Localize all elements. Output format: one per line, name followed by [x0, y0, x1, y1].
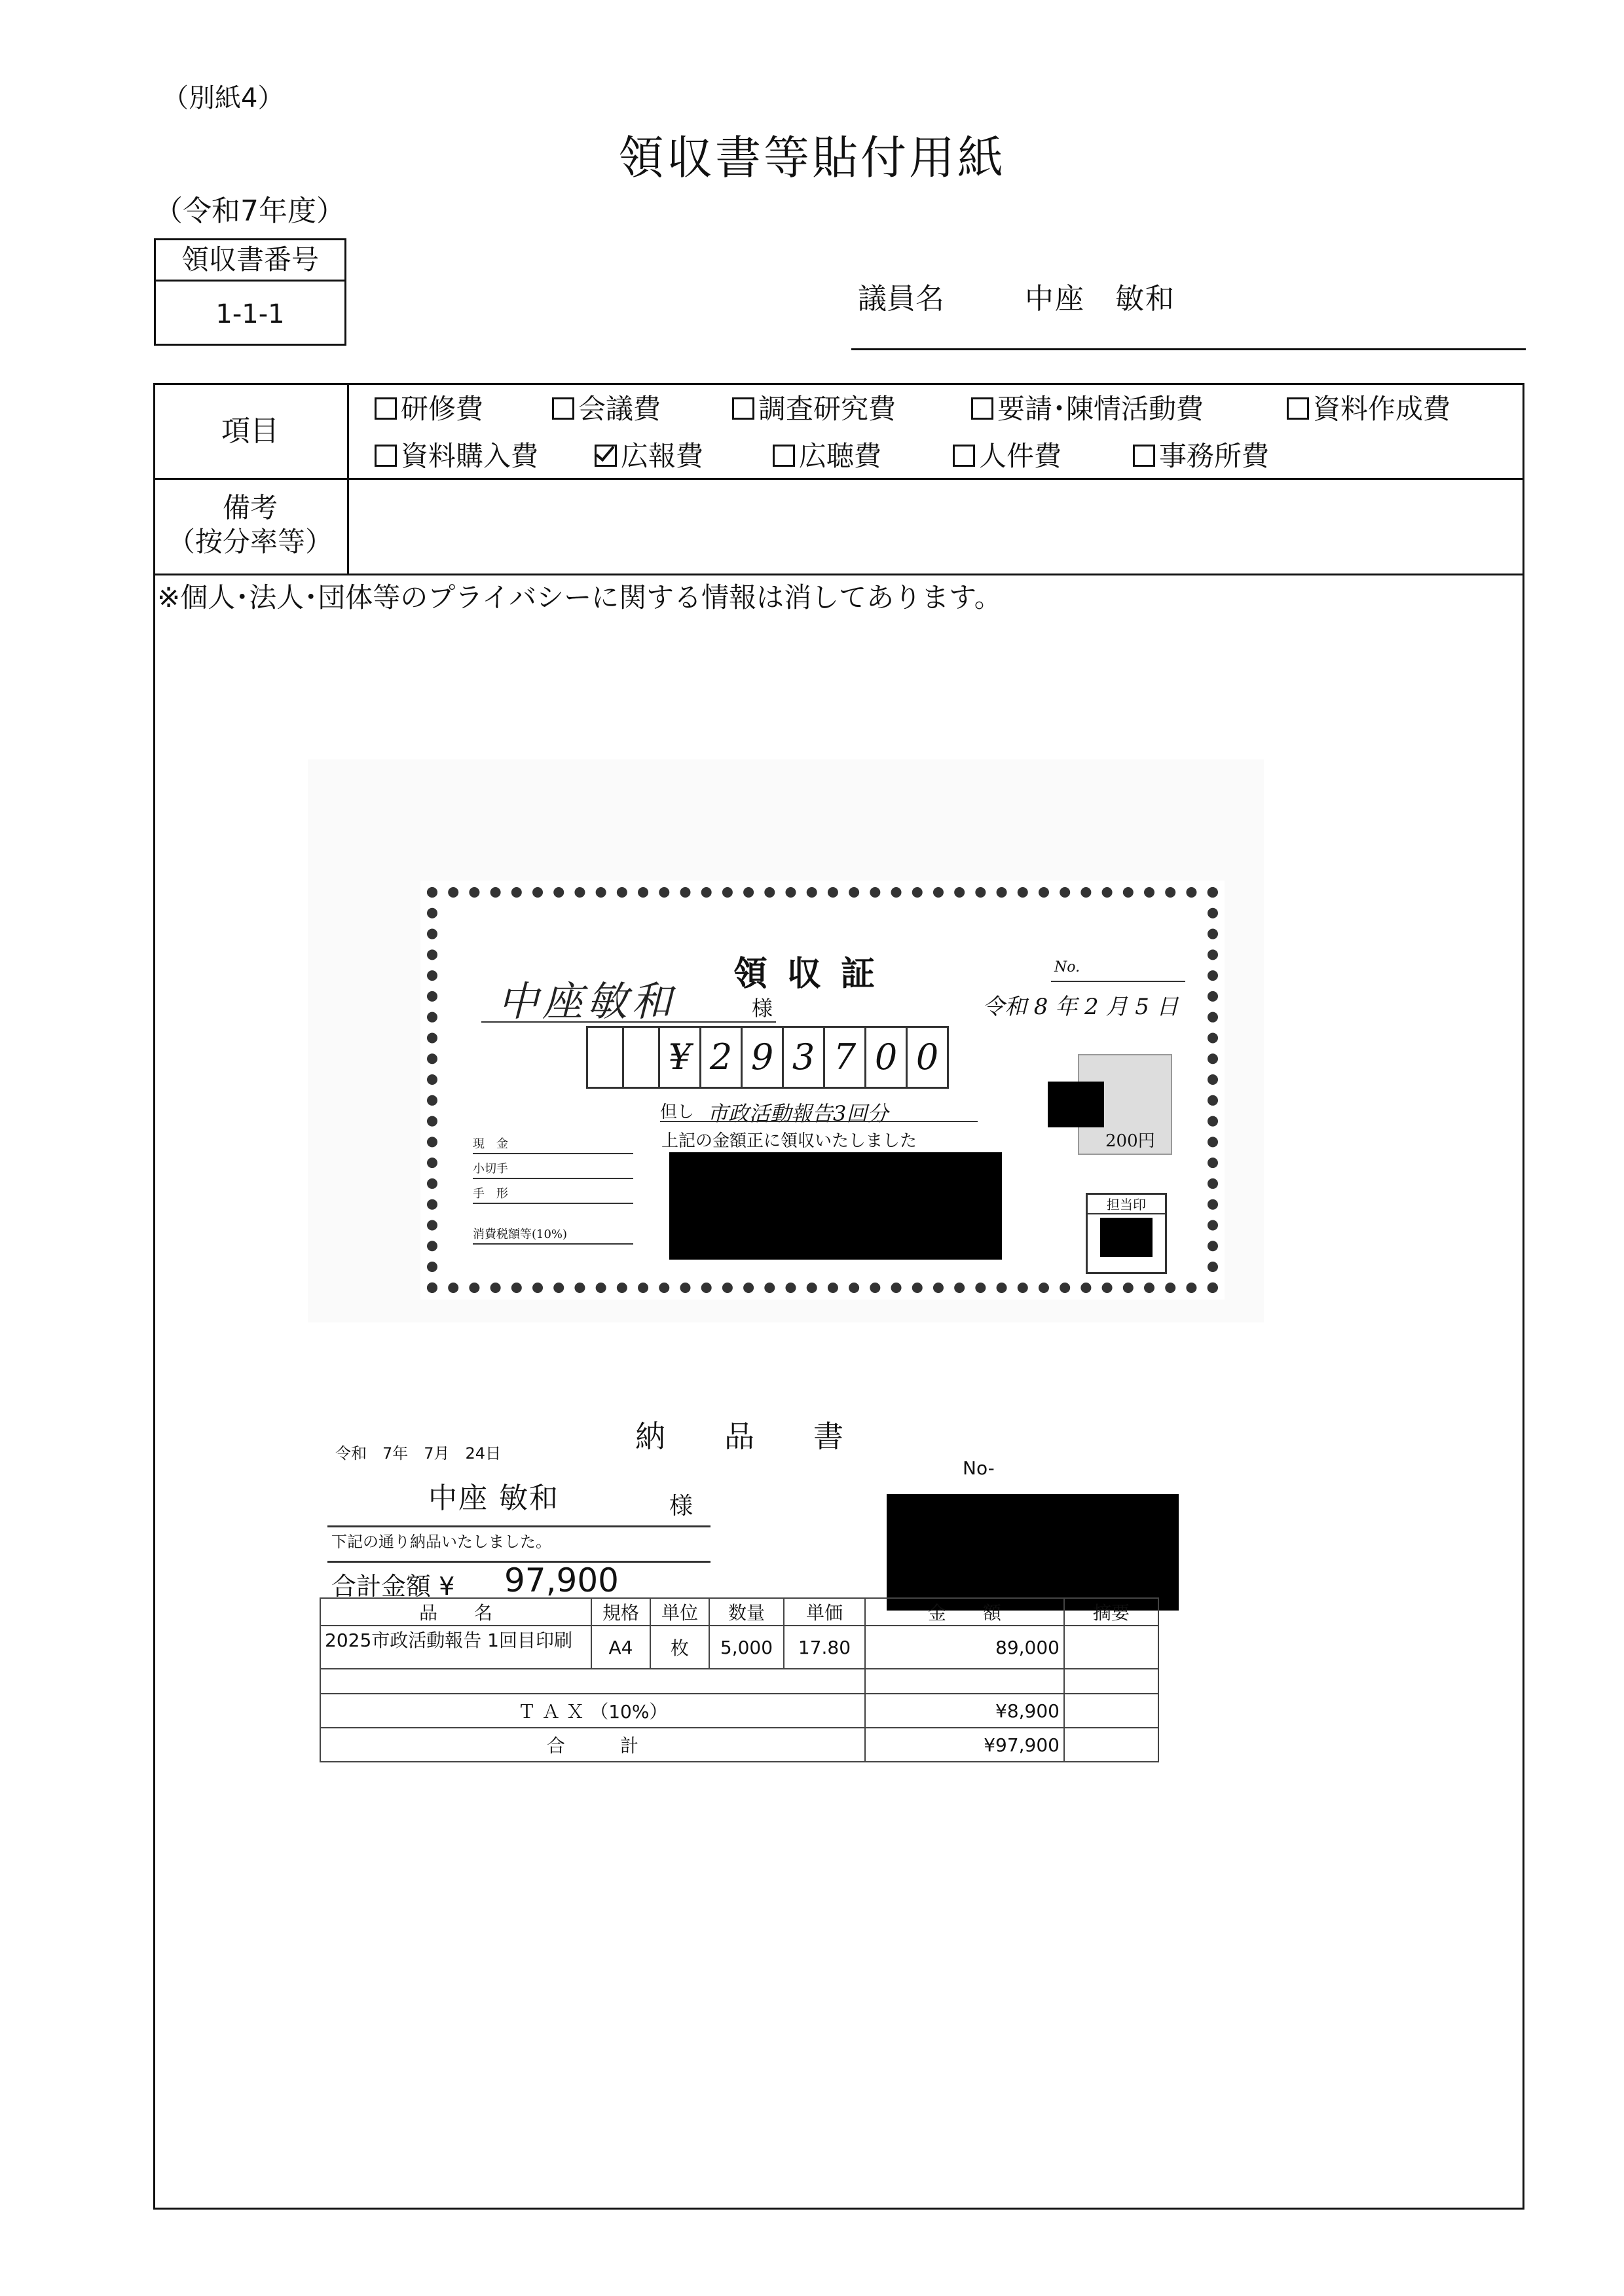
receipt-description: 市政活動報告3回分	[707, 1101, 889, 1126]
note-label	[153, 491, 347, 559]
note-label-line2: （按分率等）	[167, 526, 333, 558]
category-6[interactable]: 広報費	[595, 435, 703, 474]
category-7[interactable]: 広聴費	[773, 435, 881, 474]
delivery-note-message: 下記の通り納品いたしました。	[331, 1533, 551, 1551]
amount-digit	[622, 1026, 660, 1089]
category-1[interactable]: 会議費	[552, 388, 661, 427]
payment-method: 消費税額等(10%)	[473, 1220, 633, 1245]
amount-digit: 0	[906, 1026, 949, 1089]
amount-digit: 9	[741, 1026, 784, 1089]
total-row: 合 計 ¥97,900	[320, 1728, 1158, 1762]
table-row	[320, 1669, 1158, 1694]
checkbox[interactable]	[552, 397, 574, 420]
amount-digit: ¥	[658, 1026, 701, 1089]
delivery-note-line	[327, 1525, 710, 1527]
item-label: 項目	[221, 414, 279, 448]
label-divider	[347, 383, 349, 575]
redaction-block	[669, 1152, 1002, 1260]
fiscal-year: （令和7年度）	[154, 194, 345, 228]
redaction-block	[887, 1494, 1179, 1611]
category-4[interactable]: 資料作成費	[1287, 388, 1450, 427]
receipt-no-label: No.	[1054, 959, 1080, 975]
receipt-payee-line	[481, 1021, 776, 1023]
tax-row: Ｔ Ａ Ｘ （10%） ¥8,900	[320, 1694, 1158, 1728]
checkbox[interactable]	[732, 397, 754, 420]
receipt-honorific: 様	[752, 996, 773, 1021]
note-row	[153, 480, 1524, 575]
table-row: 2025市政活動報告 1回目印刷 A4 枚 5,000 17.80 89,000	[320, 1626, 1158, 1669]
payment-method: 手 形	[473, 1179, 633, 1204]
table-header-row	[320, 1598, 1158, 1626]
delivery-note-title: 納品書	[635, 1419, 902, 1454]
amount-digit: 3	[782, 1026, 825, 1089]
checkbox[interactable]	[971, 397, 993, 420]
member-name: 中座 敏和	[1025, 282, 1175, 316]
receipt-title: 領収証	[733, 954, 895, 994]
delivery-note-no: No-	[963, 1457, 995, 1479]
page-title: 領収書等貼付用紙	[618, 131, 1006, 185]
receipt-date: 令和 8 年 2 月 5 日	[982, 994, 1179, 1020]
category-3[interactable]: 要請･陳情活動費	[971, 388, 1204, 427]
redaction-block	[1100, 1218, 1153, 1257]
category-9[interactable]: 事務所費	[1133, 435, 1269, 474]
payment-method: 小切手	[473, 1154, 633, 1179]
header-cell: 規格	[591, 1598, 650, 1626]
header-cell: 数量	[709, 1598, 784, 1626]
receipt-payee: 中座敏和	[498, 977, 676, 1025]
receipt-received-text: 上記の金額正に領収いたしました	[661, 1131, 917, 1151]
delivery-total-label: 合計金額 ¥	[331, 1572, 455, 1601]
header-cell: 摘要	[1064, 1598, 1158, 1626]
annex-label: （別紙4）	[162, 83, 284, 113]
receipt-amount	[586, 1026, 947, 1089]
header-cell: 品 名	[320, 1598, 591, 1626]
delivery-note-customer: 中座 敏和	[428, 1482, 559, 1515]
category-0[interactable]: 研修費	[375, 388, 483, 427]
delivery-note-date: 令和 7年 7月 24日	[335, 1444, 502, 1463]
note-label-line1: 備考	[222, 492, 278, 524]
checkbox[interactable]	[1133, 445, 1155, 467]
receipt-number-box	[154, 238, 346, 346]
receipt-no-line	[1051, 981, 1185, 982]
checkbox-checked[interactable]	[595, 445, 617, 467]
privacy-note: ※個人･法人･団体等のプライバシーに関する情報は消してあります。	[157, 581, 1002, 613]
category-2[interactable]: 調査研究費	[732, 388, 896, 427]
checkbox[interactable]	[953, 445, 975, 467]
checkbox[interactable]	[375, 445, 397, 467]
checkbox[interactable]	[375, 397, 397, 420]
receipt-number-label: 領収書番号	[156, 240, 344, 282]
receipt-number-value: 1-1-1	[215, 299, 285, 329]
redaction-block	[1048, 1082, 1104, 1127]
category-8[interactable]: 人件費	[953, 435, 1061, 474]
member-underline	[851, 348, 1526, 350]
amount-digit: 7	[823, 1026, 866, 1089]
header-cell: 金 額	[865, 1598, 1064, 1626]
delivery-note-honorific: 様	[669, 1493, 693, 1520]
tanto-stamp-label: 担当印	[1086, 1194, 1167, 1214]
revenue-stamp-value: 200円	[1105, 1131, 1155, 1151]
header-cell: 単位	[650, 1598, 709, 1626]
checkbox[interactable]	[1287, 397, 1309, 420]
checkbox[interactable]	[773, 445, 795, 467]
delivery-total-value: 97,900	[504, 1561, 619, 1599]
header-cell: 単価	[784, 1598, 865, 1626]
payment-method: 現 金	[473, 1129, 633, 1154]
member-label: 議員名	[858, 282, 944, 316]
receipt-desc-line	[660, 1121, 978, 1122]
delivery-items-table	[320, 1597, 1159, 1762]
receipt-desc-prefix: 但し	[660, 1102, 695, 1122]
category-5[interactable]: 資料購入費	[375, 435, 538, 474]
receipt-payment-methods	[473, 1129, 633, 1245]
amount-digit: 0	[864, 1026, 908, 1089]
amount-digit: 2	[699, 1026, 743, 1089]
amount-digit	[586, 1026, 624, 1089]
